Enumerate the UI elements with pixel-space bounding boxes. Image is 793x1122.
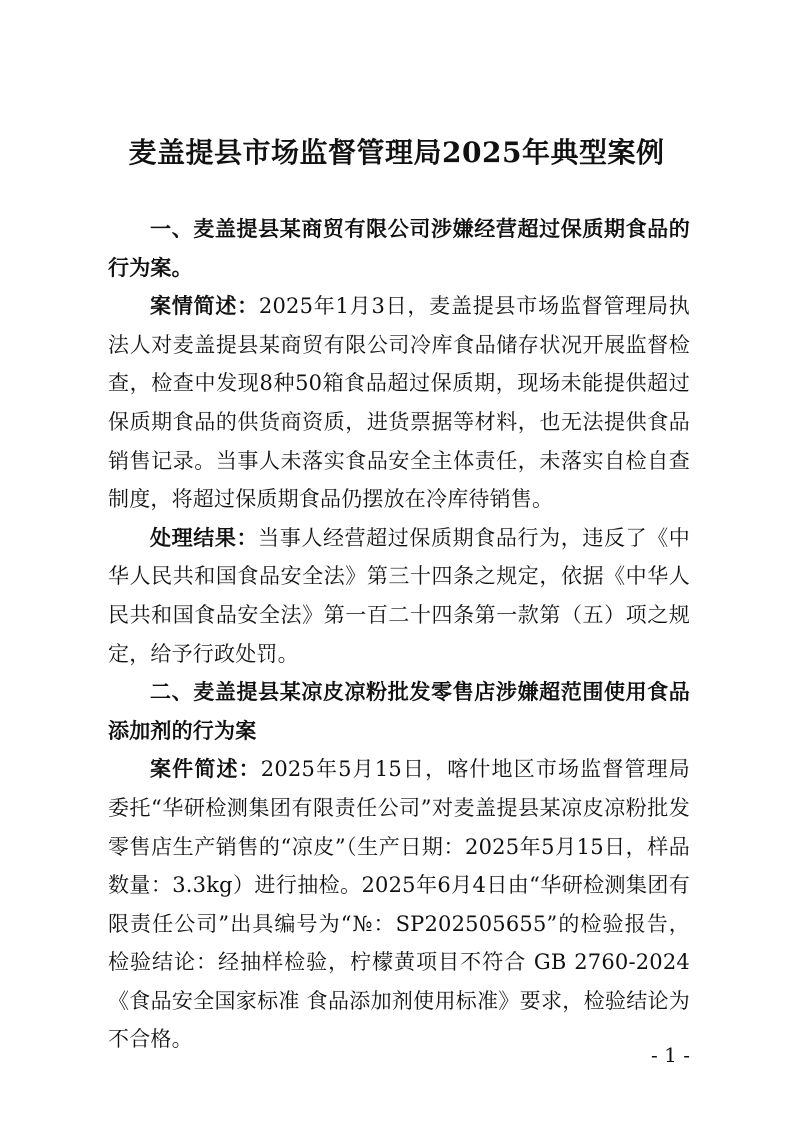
case1-summary-label: 案情简述： xyxy=(150,294,259,319)
document-title: 麦盖提县市场监督管理局2025年典型案例 xyxy=(128,136,665,169)
case1-summary-text: 2025年1月3日，麦盖提县市场监督管理局执法人对麦盖提县某商贸有限公司冷库食品储存状况开展监督检查，检查中发现8种50箱食品超过保质期，现场未能提供超过保质期食品的供货商资质，进货票据等材料，也无法提供食品销售记录。当事人未落实食品安全主体责任，未落实自检自查制度，将超过保质期食品仍摆放在冷库待销售。 xyxy=(108,294,690,512)
case2-heading: 二、麦盖提县某凉皮凉粉批发零售店涉嫌超范围使用食品添加剂的行为案 xyxy=(108,680,690,743)
case2-summary-text: 2025年5月15日，喀什地区市场监督管理局委托“华研检测集团有限责任公司”对麦盖提县某凉皮凉粉批发零售店生产销售的“凉皮”（生产日期：2025年5月15日，样品数量：3.3kg）进行抽检。2025年6月4日由“华研检测集团有限责任公司”出具编号为“№：SP202505655”的检验报告，检验结论：经抽样检验，柠檬黄项目不符合 GB 2760-2024《食品安全国家标准 食品添加剂使用标准》要求，检验结论为不合格。 xyxy=(108,757,690,1052)
case1-heading: 一、麦盖提县某商贸有限公司涉嫌经营超过保质期食品的行为案。 xyxy=(108,217,690,280)
case1-summary-paragraph xyxy=(108,287,690,519)
case2-summary-paragraph xyxy=(108,750,690,1059)
page-number: - 1 - xyxy=(651,1043,690,1067)
case1-result-label: 处理结果： xyxy=(150,525,259,550)
document-body xyxy=(108,210,690,1059)
case1-result-paragraph xyxy=(108,519,690,673)
case1-result-text: 当事人经营超过保质期食品行为，违反了《中华人民共和国食品安全法》第三十四条之规定，依据《中华人民共和国食品安全法》第一百二十四条第一款第（五）项之规定，给予行政处罚。 xyxy=(108,525,691,666)
case2-summary-label: 案件简述： xyxy=(150,757,261,782)
